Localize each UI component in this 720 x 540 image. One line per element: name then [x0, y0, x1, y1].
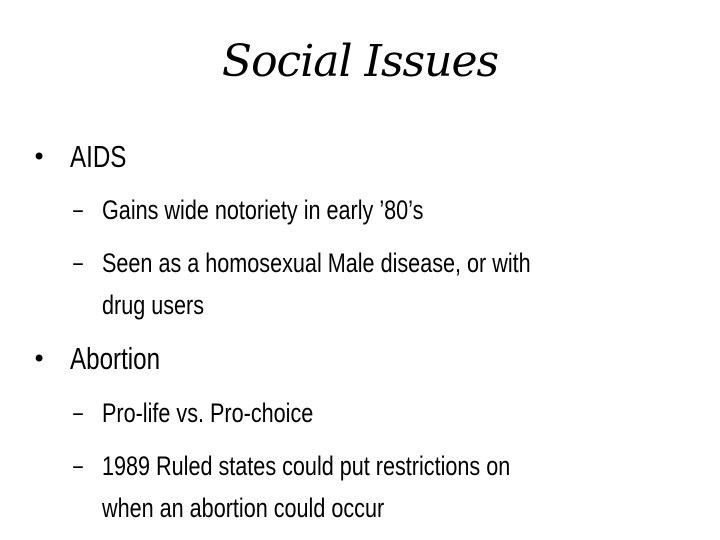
bullet-icon: • [32, 143, 47, 171]
sub-bullet-text: Seen as a homosexual Male disease, or with [102, 248, 531, 278]
bullet-item-abortion: Abortion [70, 341, 161, 376]
dash-icon: – [72, 249, 84, 277]
sub-bullet-text: Gains wide notoriety in early ’80’s [102, 195, 424, 225]
sub-bullet-text: Pro-life vs. Pro-choice [102, 398, 314, 428]
bullet-item-aids: AIDS [70, 139, 127, 174]
bullet-icon: • [32, 345, 47, 373]
sub-bullet-text-continued: when an abortion could occur [102, 493, 385, 523]
slide-title: Social Issues [221, 36, 499, 87]
sub-bullet-text: 1989 Ruled states could put restrictions on [102, 451, 511, 481]
sub-bullet-text-continued: drug users [102, 290, 205, 320]
dash-icon: – [72, 399, 84, 427]
dash-icon: – [72, 196, 84, 224]
dash-icon: – [72, 452, 84, 480]
